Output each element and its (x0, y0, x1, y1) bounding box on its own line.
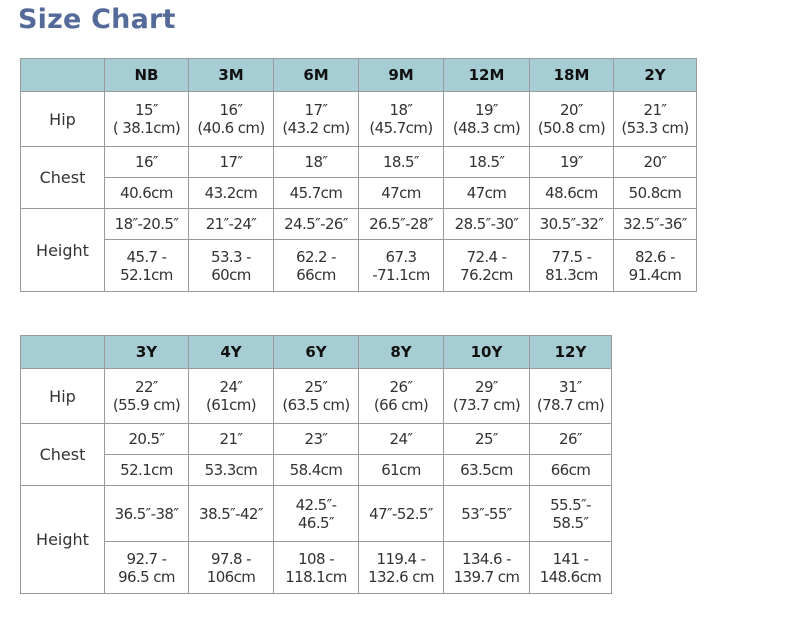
hip-cm: (73.7 cm) (452, 396, 521, 414)
hip-cm: (78.7 cm) (536, 396, 605, 414)
height-inches: 24.5″-26″ (274, 209, 359, 240)
height-cm-line: 67.3 (385, 247, 417, 266)
chest-inches: 18.5″ (444, 147, 530, 178)
chest-cm: 66cm (530, 455, 612, 486)
chest-inches: 18″ (274, 147, 359, 178)
size-header: 2Y (614, 59, 697, 92)
height-cm-line: 96.5 cm (118, 567, 175, 586)
hip-cm: (48.3 cm) (452, 119, 521, 137)
hip-cm: (61cm) (205, 396, 257, 414)
size-header: 6M (274, 59, 359, 92)
chest-inches: 18.5″ (359, 147, 444, 178)
height-inches: 18″-20.5″ (105, 209, 189, 240)
height-cm-line: 92.7 - (126, 549, 167, 568)
hip-cell (359, 369, 444, 424)
hip-cell (189, 369, 274, 424)
size-header: 3Y (105, 336, 189, 369)
height-cm-line: 82.6 - (635, 247, 675, 266)
height-cm-line: 119.4 - (376, 549, 426, 568)
hip-inches: 19″ (475, 101, 498, 119)
chest-inches: 19″ (530, 147, 614, 178)
height-cm-line: 45.7 - (126, 247, 167, 266)
height-inches-line: 47″-52.5″ (369, 504, 433, 523)
chest-cm-row (21, 455, 612, 486)
height-inches: 26.5″-28″ (359, 209, 444, 240)
hip-inches: 29″ (475, 378, 498, 396)
height-inches (359, 486, 444, 542)
height-cm-line: 141 - (552, 549, 589, 568)
chest-cm: 63.5cm (444, 455, 530, 486)
height-cm-line: 148.6cm (539, 567, 602, 586)
height-inches (274, 486, 359, 542)
height-cm-line: -71.1cm (372, 265, 430, 284)
size-header: 12M (444, 59, 530, 92)
header-corner-cell (21, 59, 105, 92)
hip-row (21, 369, 612, 424)
hip-inches: 26″ (389, 378, 413, 396)
chest-cm: 47cm (359, 178, 444, 209)
height-cm-cell (530, 240, 614, 292)
height-cm-line: 139.7 cm (453, 567, 520, 586)
hip-inches: 16″ (219, 101, 243, 119)
chest-inches: 23″ (274, 424, 359, 455)
chest-cm: 52.1cm (105, 455, 189, 486)
height-cm-cell (359, 240, 444, 292)
hip-cm: (40.6 cm) (197, 119, 265, 137)
hip-inches: 15″ (135, 101, 158, 119)
height-cm-cell (189, 542, 274, 594)
height-inches (189, 486, 274, 542)
row-label-height: Height (21, 486, 105, 594)
size-chart-table-infant (20, 58, 697, 292)
hip-cell (530, 92, 614, 147)
height-cm-line: 77.5 - (551, 247, 592, 266)
row-label-hip: Hip (21, 92, 105, 147)
hip-inches: 22″ (135, 378, 158, 396)
height-inches (530, 486, 612, 542)
hip-cell (444, 92, 530, 147)
chest-cm: 58.4cm (274, 455, 359, 486)
hip-inches: 20″ (560, 101, 583, 119)
height-inches-line: 53″-55″ (461, 504, 512, 523)
height-inches: 32.5″-36″ (614, 209, 697, 240)
height-cm-cell (530, 542, 612, 594)
hip-cm: (55.9 cm) (112, 396, 181, 414)
row-label-height: Height (21, 209, 105, 292)
row-label-chest: Chest (21, 424, 105, 486)
height-inches-line: 46.5″ (297, 513, 334, 532)
size-header: 8Y (359, 336, 444, 369)
chest-inches: 24″ (359, 424, 444, 455)
size-chart-table-kids (20, 335, 612, 594)
height-cm-cell (444, 240, 530, 292)
hip-inches: 21″ (643, 101, 667, 119)
height-cm-line: 52.1cm (120, 265, 173, 284)
height-cm-line: 106cm (206, 567, 256, 586)
hip-inches: 18″ (389, 101, 413, 119)
hip-inches: 25″ (304, 378, 328, 396)
size-header: 12Y (530, 336, 612, 369)
height-inches-row (21, 486, 612, 542)
height-cm-cell (105, 542, 189, 594)
hip-cell (189, 92, 274, 147)
chest-inches: 26″ (530, 424, 612, 455)
size-header-row (21, 59, 697, 92)
height-inches: 21″-24″ (189, 209, 274, 240)
height-cm-line: 72.4 - (466, 247, 507, 266)
hip-cell (359, 92, 444, 147)
height-cm-line: 97.8 - (211, 549, 251, 568)
chest-inches-row (21, 147, 697, 178)
height-cm-line: 62.2 - (296, 247, 336, 266)
height-inches-line: 38.5″-42″ (199, 504, 263, 523)
size-header: 4Y (189, 336, 274, 369)
hip-cm: (66 cm) (373, 396, 429, 414)
height-cm-cell (359, 542, 444, 594)
page-title: Size Chart (18, 4, 176, 35)
chest-inches: 25″ (444, 424, 530, 455)
hip-inches: 24″ (219, 378, 243, 396)
hip-cell (274, 369, 359, 424)
hip-cell (274, 92, 359, 147)
height-inches-line: 55.5″- (550, 495, 591, 514)
hip-cm: (43.2 cm) (282, 119, 350, 137)
chest-inches: 16″ (105, 147, 189, 178)
size-header: 9M (359, 59, 444, 92)
hip-inches: 17″ (304, 101, 328, 119)
height-inches: 28.5″-30″ (444, 209, 530, 240)
height-cm-cell (274, 542, 359, 594)
height-cm-row (21, 240, 697, 292)
height-cm-line: 76.2cm (460, 265, 513, 284)
size-header: 10Y (444, 336, 530, 369)
chest-inches: 17″ (189, 147, 274, 178)
size-header: 3M (189, 59, 274, 92)
hip-cm: (45.7cm) (369, 119, 433, 137)
height-inches-row (21, 209, 697, 240)
height-inches-line: 42.5″- (295, 495, 337, 514)
header-corner-cell (21, 336, 105, 369)
hip-row (21, 92, 697, 147)
height-cm-cell (274, 240, 359, 292)
height-cm-line: 91.4cm (628, 265, 682, 284)
height-cm-line: 60cm (211, 265, 251, 284)
chest-cm: 61cm (359, 455, 444, 486)
height-cm-line: 108 - (298, 549, 334, 568)
height-inches (105, 486, 189, 542)
chest-cm: 47cm (444, 178, 530, 209)
height-cm-line: 118.1cm (285, 567, 347, 586)
chest-cm: 43.2cm (189, 178, 274, 209)
height-inches-line: 58.5″ (552, 513, 589, 532)
chest-inches: 20.5″ (105, 424, 189, 455)
chest-cm: 40.6cm (105, 178, 189, 209)
hip-cell (444, 369, 530, 424)
height-cm-cell (444, 542, 530, 594)
chest-inches: 21″ (189, 424, 274, 455)
height-cm-line: 66cm (296, 265, 336, 284)
hip-inches: 31″ (559, 378, 582, 396)
height-cm-cell (105, 240, 189, 292)
height-cm-line: 81.3cm (545, 265, 598, 284)
hip-cell (105, 369, 189, 424)
height-inches: 30.5″-32″ (530, 209, 614, 240)
height-cm-cell (189, 240, 274, 292)
hip-cm: (50.8 cm) (537, 119, 606, 137)
hip-cm: (63.5 cm) (282, 396, 350, 414)
chest-cm: 50.8cm (614, 178, 697, 209)
chest-cm: 53.3cm (189, 455, 274, 486)
hip-cm: (53.3 cm) (621, 119, 689, 137)
size-header-row (21, 336, 612, 369)
height-inches (444, 486, 530, 542)
height-cm-cell (614, 240, 697, 292)
size-header: NB (105, 59, 189, 92)
row-label-chest: Chest (21, 147, 105, 209)
size-header: 18M (530, 59, 614, 92)
height-cm-row (21, 542, 612, 594)
height-cm-line: 53.3 - (211, 247, 251, 266)
height-inches-line: 36.5″-38″ (114, 504, 179, 523)
hip-cell (614, 92, 697, 147)
chest-cm: 48.6cm (530, 178, 614, 209)
chest-inches: 20″ (614, 147, 697, 178)
hip-cell (105, 92, 189, 147)
hip-cm: ( 38.1cm) (112, 119, 181, 137)
chest-inches-row (21, 424, 612, 455)
height-cm-line: 134.6 - (462, 549, 511, 568)
chest-cm-row (21, 178, 697, 209)
size-header: 6Y (274, 336, 359, 369)
hip-cell (530, 369, 612, 424)
row-label-hip: Hip (21, 369, 105, 424)
height-cm-line: 132.6 cm (368, 567, 434, 586)
chest-cm: 45.7cm (274, 178, 359, 209)
